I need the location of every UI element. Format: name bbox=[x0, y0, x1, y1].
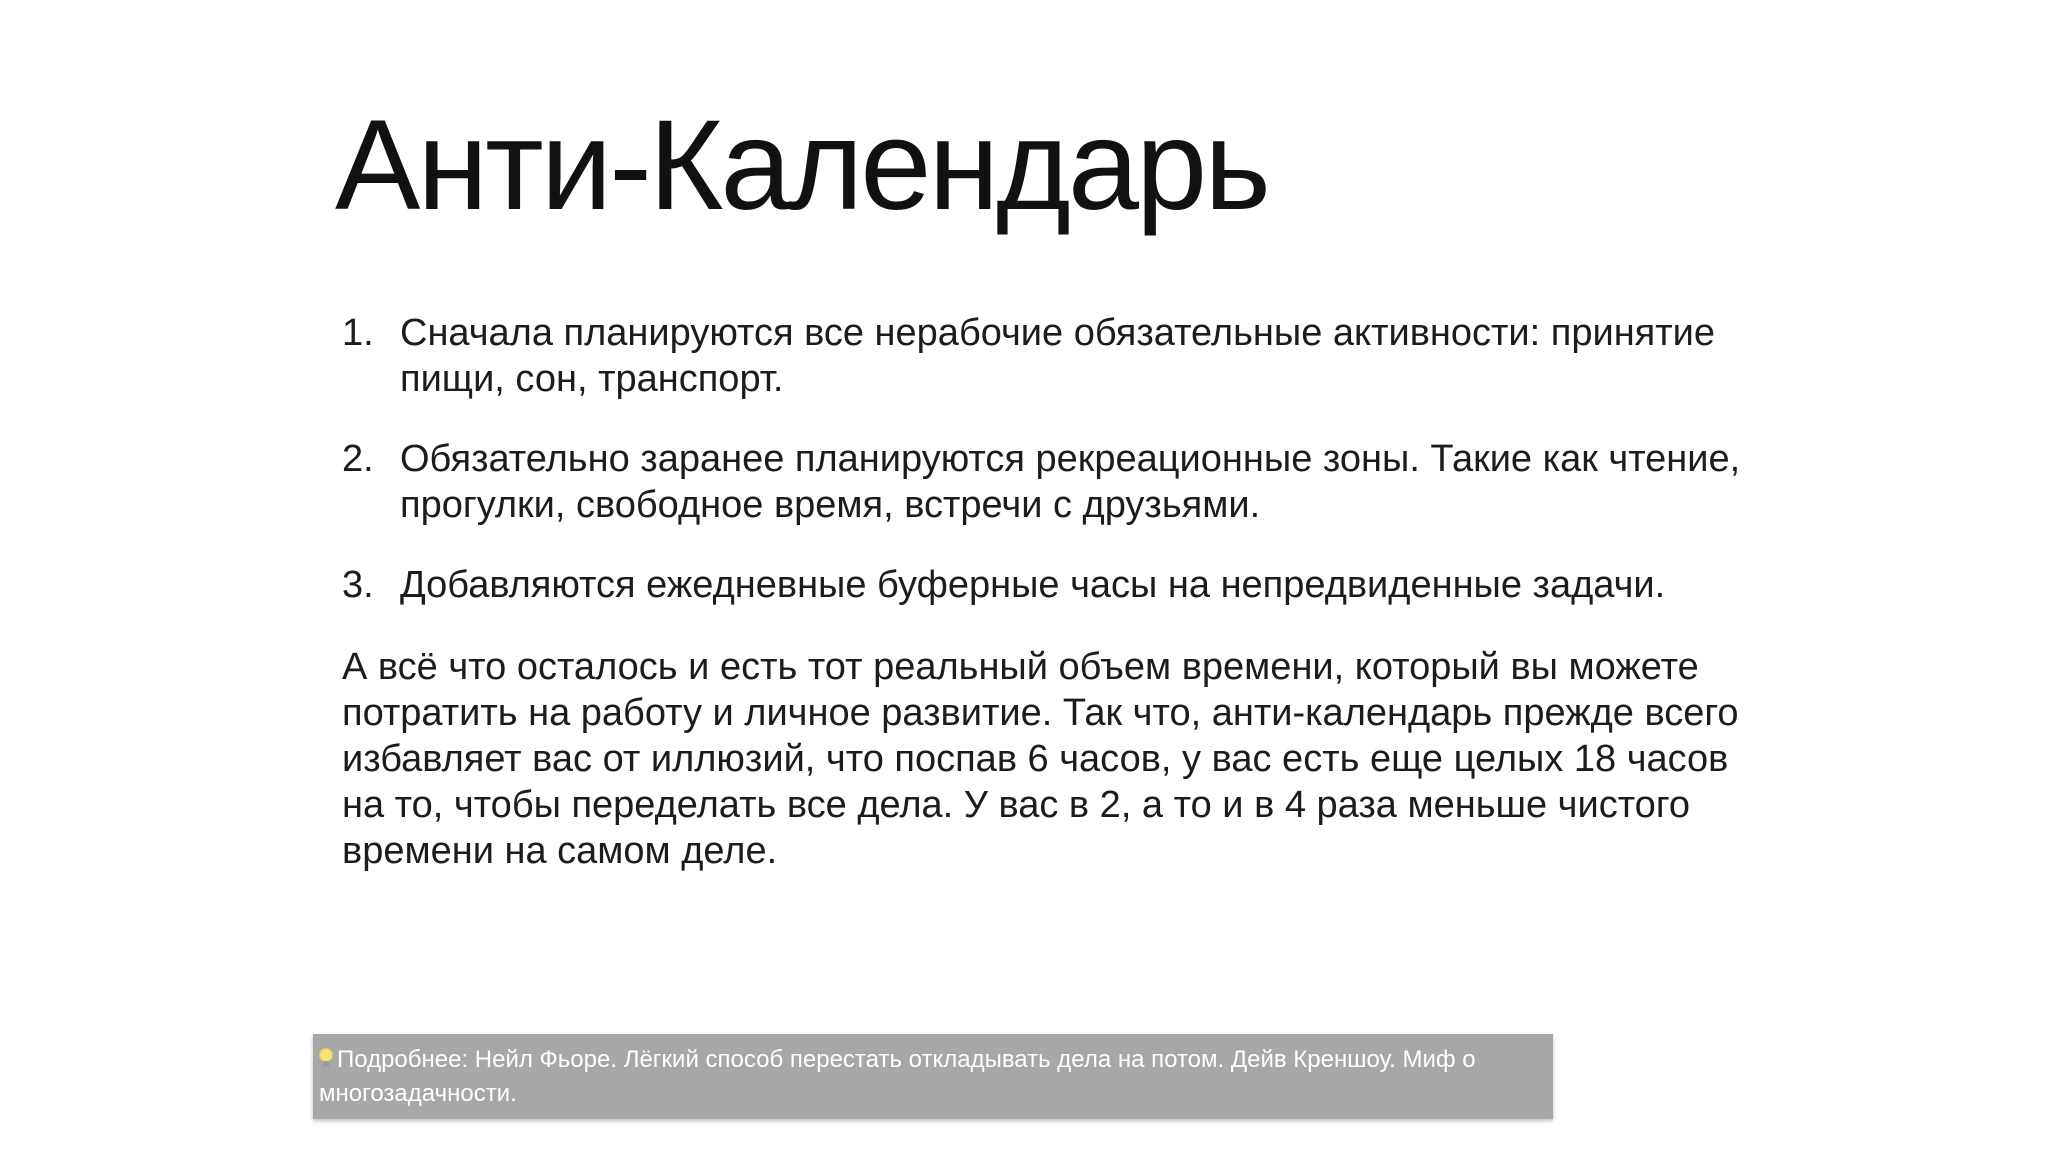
lightbulb-icon bbox=[319, 1048, 333, 1070]
slide-title: Анти-Календарь bbox=[335, 94, 1268, 237]
step-item bbox=[342, 436, 1762, 528]
reference-note bbox=[313, 1034, 1553, 1119]
step-number: 2. bbox=[342, 438, 374, 480]
step-text: Сначала планируются все нерабочие обязательные активности: принятие пищи, сон, транспорт. bbox=[400, 312, 1716, 400]
step-item bbox=[342, 562, 1762, 608]
reference-note-text: Подробнее: Нейл Фьоре. Лёгкий способ перестать откладывать дела на потом. Дейв Креншоу. Миф о многозадачности. bbox=[319, 1046, 1476, 1107]
step-item bbox=[342, 310, 1762, 402]
summary-paragraph: А всё что осталось и есть тот реальный объем времени, который вы можете потратить на работу и личное развитие. Так что, анти-календарь прежде всего избавляет вас от иллюзий, что поспав 6 часов, у вас есть еще целых 18 часов на то, чтобы переделать все дела. У вас в 2, а то и в 4 раза меньше чистого времени на самом деле. bbox=[342, 646, 1739, 872]
steps-list bbox=[342, 310, 1762, 608]
step-text: Обязательно заранее планируются рекреационные зоны. Такие как чтение, прогулки, свободное время, встречи с друзьями. bbox=[400, 438, 1741, 526]
slide-content bbox=[342, 310, 1762, 874]
step-number: 1. bbox=[342, 312, 374, 354]
step-text: Добавляются ежедневные буферные часы на непредвиденные задачи. bbox=[400, 564, 1666, 606]
step-number: 3. bbox=[342, 564, 374, 606]
